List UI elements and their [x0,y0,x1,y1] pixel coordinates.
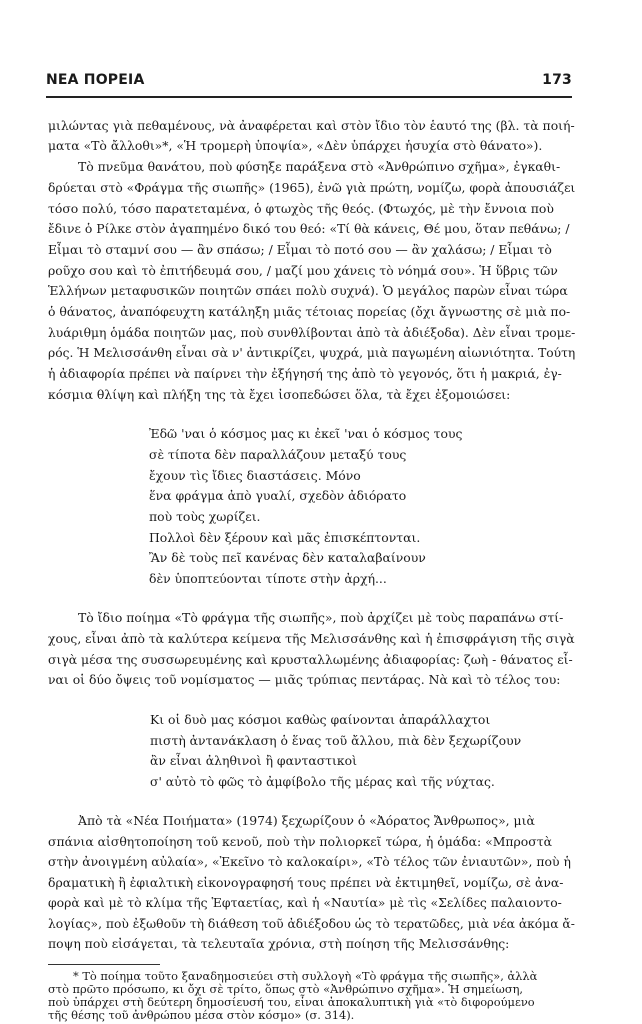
footnote-line: ποὺ ὑπάρχει στὴ δεύτερη δημοσίευσή του, εἶναι ἀποκαλυπτικὴ γιὰ «τὸ διφορούμενο [48,995,535,1009]
poem-line: σὲ τίποτα δὲν παραλλάζουν μεταξύ τους [149,447,407,462]
poem-line: Ἂν δὲ τοὺς πεῖ κανένας δὲν καταλαβαίνουν [149,550,426,565]
footnote-rule [48,964,160,965]
poem-line: Ἐδῶ 'ναι ὁ κόσμος μας κι ἐκεῖ 'ναι ὁ κόσμος τους [149,426,463,441]
footnote-line: στὸ πρῶτο πρόσωπο, κι ὄχι σὲ τρίτο, ὅπως στὸ «Ἀνθρώπινο σχῆμα». Ἡ σημείωση, [48,982,524,996]
poem-line: σ' αὐτὸ τὸ φῶς τὸ ἀμφίβολο τῆς μέρας καὶ τῆς νύχτας. [150,774,495,789]
text-line: μιλώντας γιὰ πεθαμένους, νὰ ἀναφέρεται καὶ στὸν ἴδιο τὸν ἑαυτό της (βλ. τὰ ποιή- [48,118,575,133]
poem-line: ἕνα φράγμα ἀπὸ γυαλί, σχεδὸν ἀδιόρατο [149,488,407,503]
poem-line: δὲν ὑποπτεύονται τίποτε στὴν ἀρχή... [149,571,387,586]
text-line: φορὰ καὶ μὲ τὸ κλίμα τῆς Ἑφταετίας, καὶ ἡ «Ναυτία» μὲ τὶς «Σελίδες παλαιοντο- [48,895,562,910]
text-line: ἡ ἀδιαφορία πρέπει νὰ παίρνει τὴν ἐξήγησή της ἀπὸ τὸ γεγονός, ὅτι ἡ μακριά, ἐγ- [48,366,562,381]
text-line: ροῦχο σου καὶ τὸ ἐπιτήδευμά σου, / μαζί μου χάνεις τὸ νόημά σου». Ἡ ὕβρις τῶν [48,263,558,278]
text-line: Τὸ ἴδιο ποίημα «Τὸ φράγμα τῆς σιωπῆς», ποὺ ἀρχίζει μὲ τοὺς παραπάνω στί- [78,610,564,625]
poem-line: Πολλοὶ δὲν ξέρουν καὶ μᾶς ἐπισκέπτονται. [149,530,421,545]
page-number: 173 [542,72,572,88]
text-line: δρύεται στὸ «Φράγμα τῆς σιωπῆς» (1965), ἐνῶ γιὰ πρώτη, νομίζω, φορὰ ἀπουσιάζει [48,180,576,195]
text-line: χους, εἶναι ἀπὸ τὰ καλύτερα κείμενα τῆς Μελισσάνθης καὶ ἡ ἐπισφράγιση τῆς σιγὰ [48,631,575,646]
text-line: δραματικὴ ἢ ἐφιαλτικὴ εἰκονογραφησή τους πρέπει νὰ ἐκτιμηθεῖ, νομίζω, σὲ ἀνα- [48,875,564,890]
text-line: σπάνια αἰσθητοποίηση τοῦ κενοῦ, ποὺ τὴν πολιορκεῖ τώρα, ἡ ὁμάδα: «Μπροστὰ [48,834,552,849]
text-line: Ἑλλήνων μεταφυσικῶν ποιητῶν σπάει πολὺ συχνά). Ὁ μεγάλος παρὼν εἶναι τώρα [48,283,568,298]
journal-title: ΝΕΑ ΠΟΡΕΙΑ [46,72,145,88]
text-line: Τὸ πνεῦμα θανάτου, ποὺ φύσηξε παράξενα στὸ «Ἀνθρώπινο σχῆμα», ἐγκαθι- [78,159,561,174]
text-line: Εἶμαι τὸ σταμνί σου — ἂν σπάσω; / Εἶμαι τὸ ποτό σου — ἂν χαλάσω; / Εἶμαι τὸ [48,242,552,257]
text-line: λυάριθμη ὁμάδα ποιητῶν μας, ποὺ συνθλίβονται ἀπὸ τὰ ἀδιέξοδα). Δὲν εἶναι τρομε- [48,325,576,340]
text-line: ρός. Ἡ Μελισσάνθη εἶναι σὰ ν' ἀντικρίζει, ψυχρά, μιὰ παγωμένη αἰωνιότητα. Τούτη [48,345,576,360]
footnote-line: τῆς θέσης τοῦ ἀνθρώπου μέσα στὸν κόσμο» (σ. 314). [48,1008,355,1022]
header-rule [46,96,572,98]
poem-line: ποὺ τοὺς χωρίζει. [149,509,261,524]
text-line: Ἀπὸ τὰ «Νέα Ποιήματα» (1974) ξεχωρίζουν ὁ «Ἀόρατος Ἄνθρωπος», μιὰ [78,813,535,828]
text-line: τόσο πολύ, τόσο παρατεταμένα, ὁ φτωχὸς τῆς θεός. (Φτωχός, μὲ τὴν ἔννοια ποὺ [48,201,554,216]
text-line: σιγὰ μέσα της συσσωρευμένης καὶ κρυσταλλωμένης ἀδιαφορίας: ζωὴ - θάνατος εἶ- [48,652,573,667]
footnote-line: * Τὸ ποίημα τοῦτο ξαναδημοσιεύει στὴ συλλογὴ «Τὸ φράγμα τῆς σιωπῆς», ἀλλὰ [73,969,538,983]
poem-line: Κι οἱ δυὸ μας κόσμοι καθὼς φαίνονται ἀπαράλλαχτοι [150,712,491,727]
poem-line: πιστὴ ἀντανάκλαση ὁ ἕνας τοῦ ἄλλου, πιὰ δὲν ξεχωρίζουν [150,733,522,748]
poem-line: ἂν εἶναι ἀληθινοὶ ἢ φανταστικοὶ [150,753,357,768]
text-line: κόσμια θλίψη καὶ πλήξη της τὰ ἔχει ἰσοπεδώσει ὅλα, τὰ ἔχει ἐξομοιώσει: [48,387,511,402]
text-line: ἔδινε ὁ Ρίλκε στὸν ἀγαπημένο δικό του θεό: «Τί θὰ κάνεις, Θέ μου, ὅταν πεθάνω; / [48,221,570,236]
text-line: ναι οἱ δύο ὄψεις τοῦ νομίσματος — μιᾶς τρύπιας πεντάρας. Νὰ καὶ τὸ τέλος του: [48,672,561,687]
text-line: λογίας», ποὺ ἐξωθοῦν τὴ διάθεση τοῦ ἀδιέξοδου ὡς τὸ τερατῶδες, μιὰ νέα ἀκόμα ἄ- [48,916,575,931]
text-line: ποψη ποὺ εἰσάγεται, τὰ τελευταῖα χρόνια, στὴ ποίηση τῆς Μελισσάνθης: [48,936,510,951]
poem-line: ἔχουν τὶς ἴδιες διαστάσεις. Μόνο [149,468,361,483]
text-line: ὁ θάνατος, ἀναπόφευχτη κατάληξη μιᾶς τέτοιας πορείας (ὄχι ἄγνωστης σὲ μιὰ πο- [48,304,571,319]
text-line: ματα «Τὸ ἄλλοθι»*, «Ἡ τρομερὴ ὑποψία», «Δὲν ὑπάρχει ἡσυχία στὸ θάνατο»). [48,138,543,153]
text-line: στὴν ἀνοιγμένη αὐλαία», «Ἐκεῖνο τὸ καλοκαίρι», «Τὸ τέλος τῶν ἐνιαυτῶν», ποὺ ἡ [48,854,571,869]
